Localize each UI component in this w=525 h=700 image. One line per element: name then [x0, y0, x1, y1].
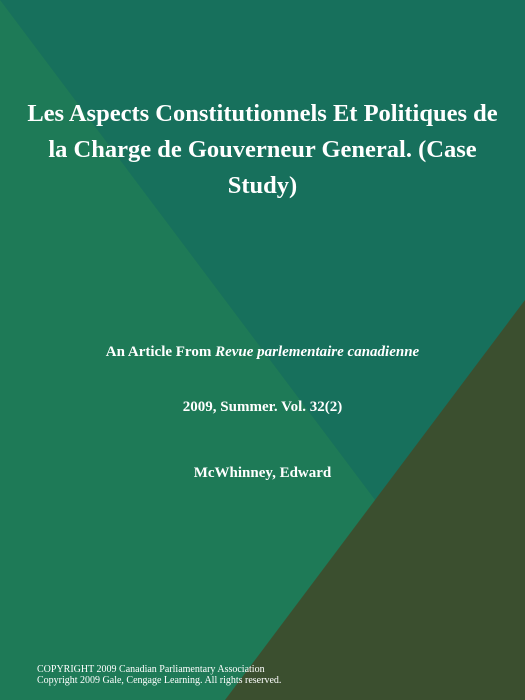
book-title: Les Aspects Constitutionnels Et Politiques de la Charge de Gouverneur General. (Case Study)	[27, 100, 498, 199]
author-name: McWhinney, Edward	[193, 465, 332, 481]
source-prefix: An Article From	[105, 344, 216, 360]
issue-line: 2009, Summer. Vol. 32(2)	[182, 399, 343, 415]
copyright-line-2: Copyright 2009 Gale, Cengage Learning. All rights reserved.	[37, 675, 282, 686]
copyright-block	[37, 664, 281, 686]
source-line	[20, 341, 505, 363]
journal-name: Revue parlementaire canadienne	[215, 344, 420, 360]
copyright-line-1: COPYRIGHT 2009 Canadian Parliamentary Association	[37, 664, 265, 675]
